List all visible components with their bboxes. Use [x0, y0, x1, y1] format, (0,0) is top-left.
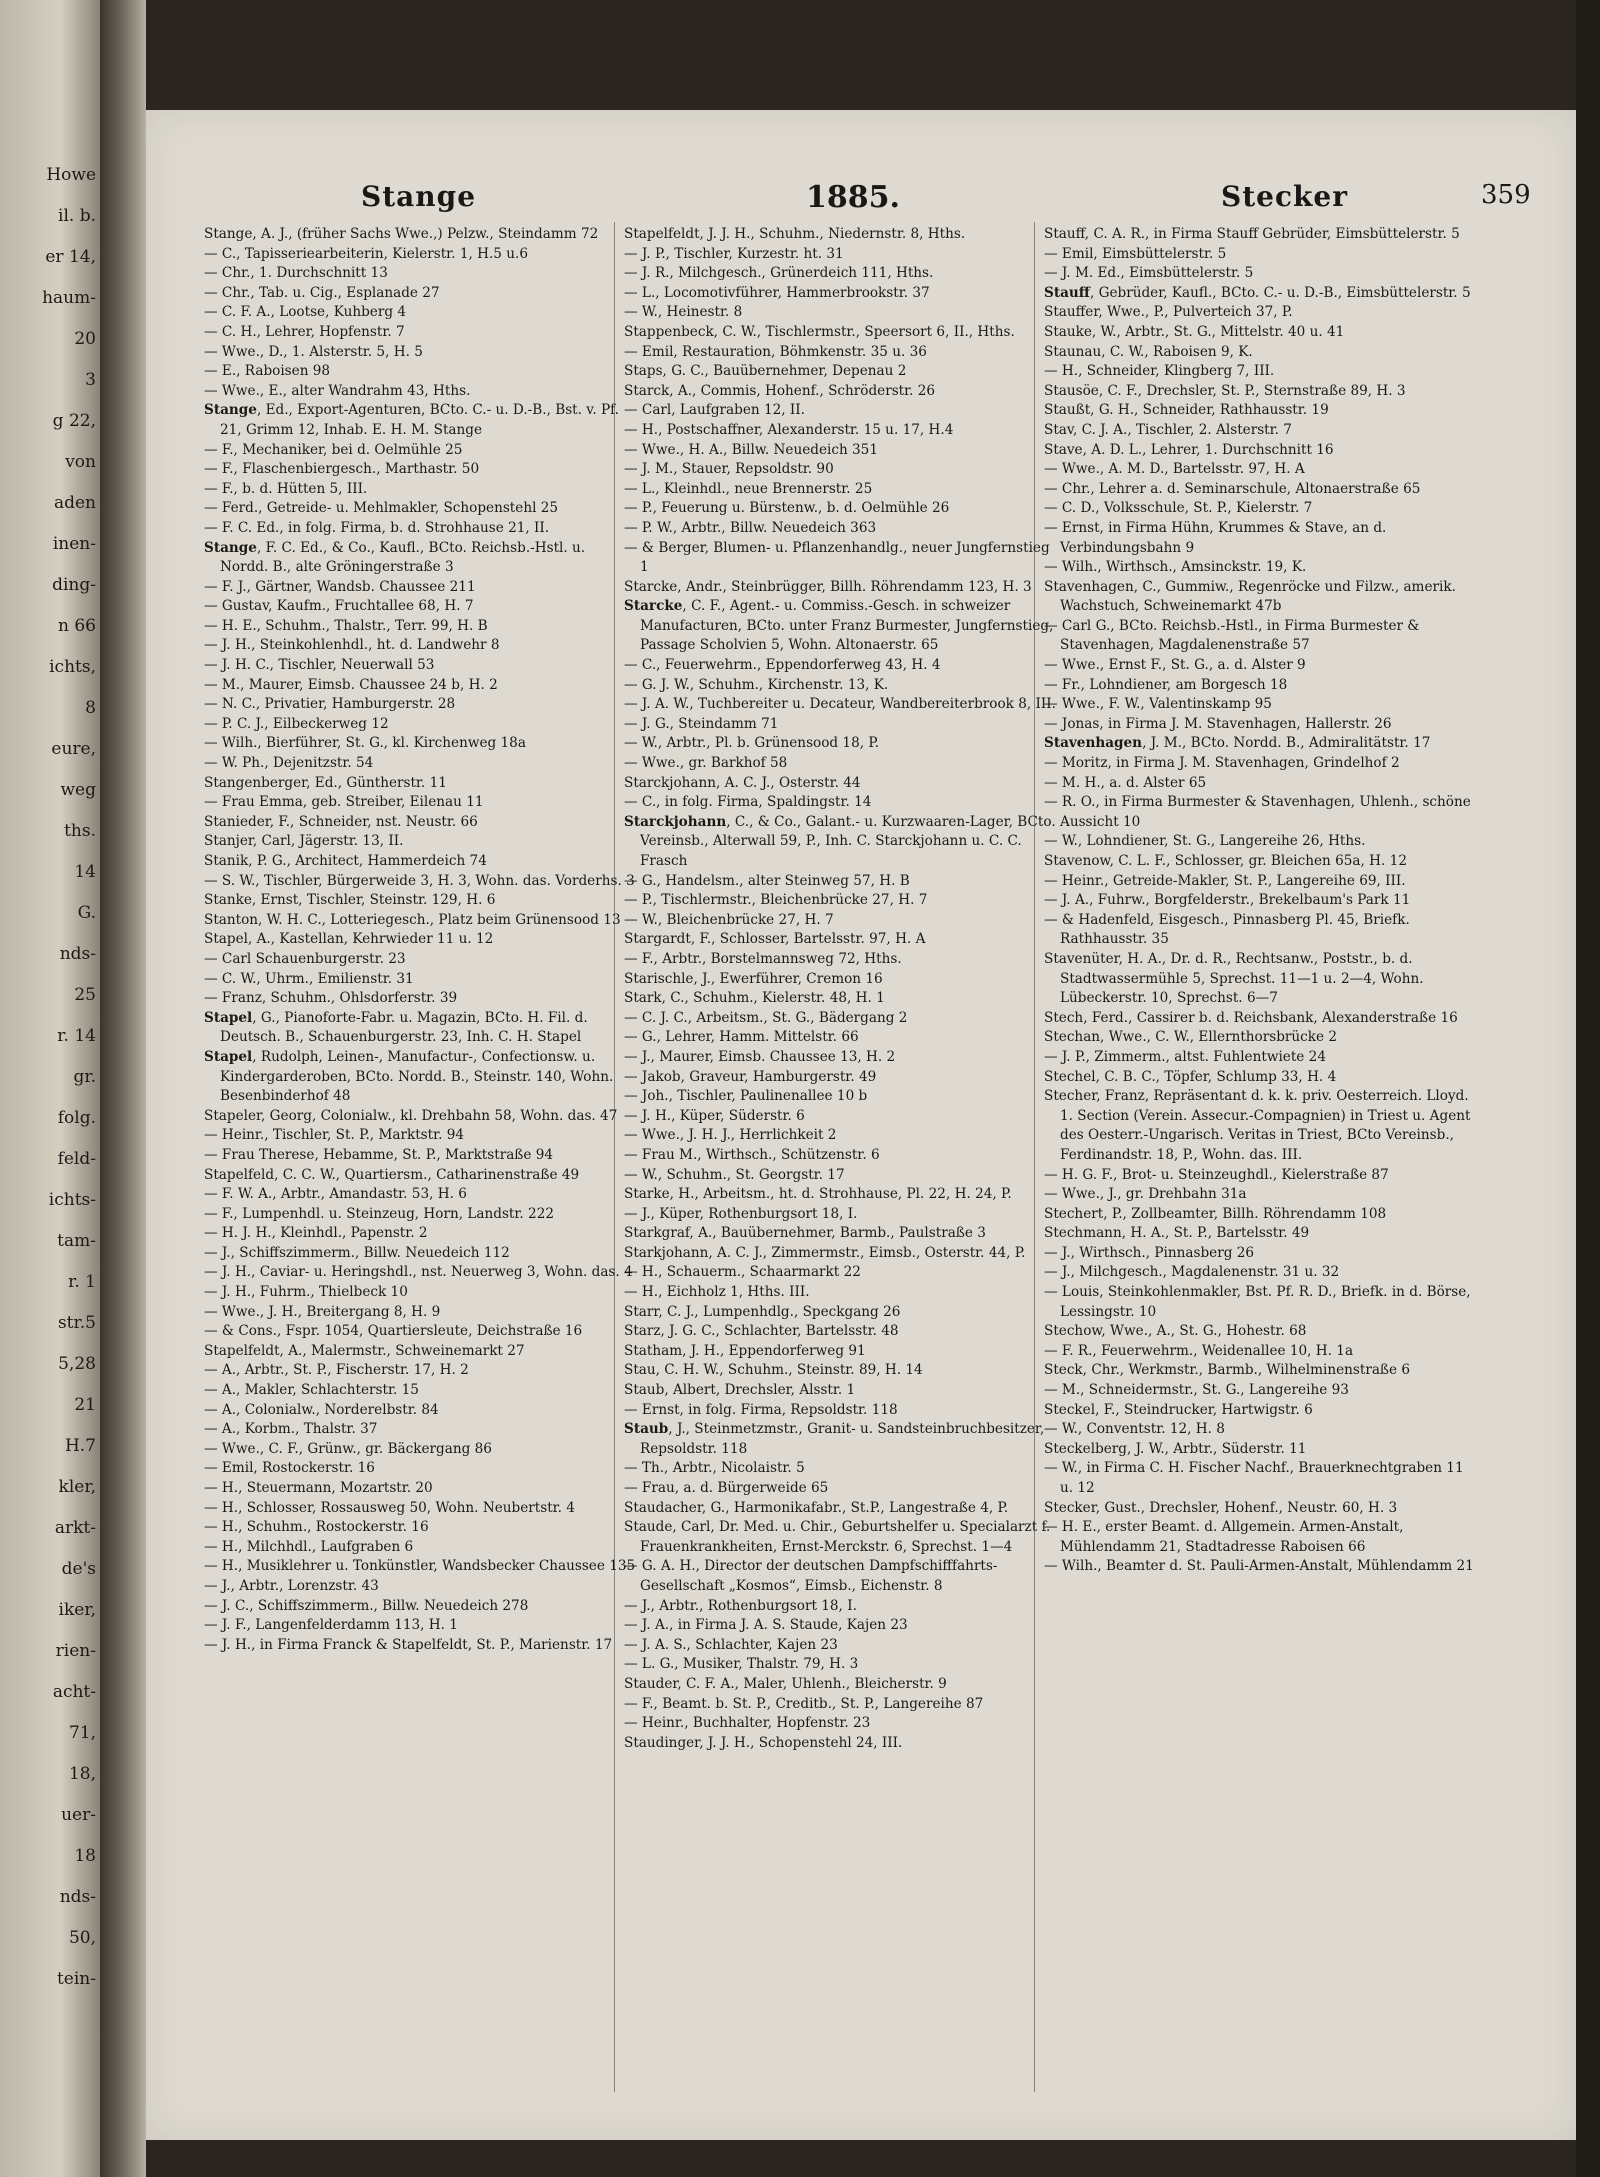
margin-fragment: acht- [52, 1682, 96, 1702]
directory-entry: — M., Schneidermstr., St. G., Langereihe 93 [1044, 1382, 1349, 1399]
margin-fragment: 71, [68, 1723, 96, 1743]
directory-entry: — & Cons., Fspr. 1054, Quartiersleute, Deichstraße 16 [204, 1323, 583, 1340]
margin-fragment: H.7 [64, 1436, 96, 1456]
directory-entry: — J., Arbtr., Rothenburgsort 18, I. [624, 1597, 857, 1614]
directory-entry: — P. W., Arbtr., Billw. Neuedeich 363 [624, 519, 877, 536]
directory-entry: — Ernst, in folg. Firma, Repsoldstr. 118 [624, 1401, 898, 1418]
directory-entry: — Wwe., A. M. D., Bartelsstr. 97, H. A [1044, 461, 1305, 478]
directory-entry: Steckelberg, J. W., Arbtr., Süderstr. 11 [1044, 1440, 1307, 1457]
directory-entry: — J. F., Langenfelderdamm 113, H. 1 [204, 1617, 458, 1634]
directory-entry: — J. A., Fuhrw., Borgfelderstr., Brekelbaum's Park 11 [1044, 892, 1411, 909]
directory-entry: Staudacher, G., Harmonikafabr., St.P., Langestraße 4, P. [624, 1499, 1009, 1516]
directory-entry: Stechmann, H. A., St. P., Bartelsstr. 49 [1044, 1225, 1310, 1242]
directory-entry: — Frau Therese, Hebamme, St. P., Marktstraße 94 [204, 1146, 554, 1163]
directory-entry: — J. H., Küper, Süderstr. 6 [624, 1107, 805, 1124]
directory-entry: Stecher, Franz, Repräsentant d. k. k. priv. Oesterreich. Lloyd. 1. Section (Verein. Assecur.-Compagnien) in Triest u. Agent des Oesterr.-Ungarisch. Veritas in Triest, BCto Vereinsb., Ferdinandstr. 18, P., Wohn. das. III. [1044, 1088, 1471, 1163]
directory-entry: — A., Colonialw., Norderelbstr. 84 [204, 1401, 439, 1418]
margin-fragment: 14 [74, 862, 96, 882]
directory-entry: — J., Milchgesch., Magdalenenstr. 31 u. 32 [1044, 1264, 1340, 1281]
directory-entry: — P., Feuerung u. Bürstenw., b. d. Oelmühle 26 [624, 500, 950, 517]
directory-entry: Starr, C. J., Lumpenhdlg., Speckgang 26 [624, 1303, 901, 1320]
directory-entry: — J. C., Schiffszimmerm., Billw. Neuedeich 278 [204, 1597, 529, 1614]
margin-fragment: G. [77, 903, 96, 923]
directory-entry: Stanik, P. G., Architect, Hammerdeich 74 [204, 853, 487, 869]
directory-entry: Stav, C. J. A., Tischler, 2. Alsterstr. 7 [1044, 421, 1292, 438]
directory-entry: — Jonas, in Firma J. M. Stavenhagen, Hallerstr. 26 [1044, 715, 1392, 732]
directory-entry: — H. E., erster Beamt. d. Allgemein. Armen-Anstalt, Mühlendamm 21, Stadtadresse Raboisen 66 [1044, 1519, 1404, 1555]
directory-entry: — F., Flaschenbiergesch., Marthastr. 50 [204, 461, 480, 478]
directory-entry: — F. R., Feuerwehrm., Weidenallee 10, H. 1a [1044, 1342, 1354, 1359]
directory-entry: — Louis, Steinkohlenmakler, Bst. Pf. R. D., Briefk. in d. Börse, Lessingstr. 10 [1044, 1284, 1471, 1320]
directory-entry: — Jakob, Graveur, Hamburgerstr. 49 [624, 1068, 877, 1085]
directory-entry: — Wwe., J. H. J., Herrlichkeit 2 [624, 1127, 837, 1144]
directory-entry: Stavenüter, H. A., Dr. d. R., Rechtsanw., Poststr., b. d. Stadtwassermühle 5, Sprechst. 11—1 u. 2—4, Wohn. Lübeckerstr. 10, Sprechst. 6—7 [1044, 950, 1424, 1007]
directory-entry: — Wwe., E., alter Wandrahm 43, Hths. [204, 382, 471, 399]
directory-entry: Starz, J. G. C., Schlachter, Bartelsstr. 48 [624, 1323, 899, 1340]
margin-fragment: 18, [68, 1764, 96, 1784]
directory-entry: Stappenbeck, C. W., Tischlermstr., Speersort 6, II., Hths. [624, 323, 1015, 340]
margin-fragment: folg. [57, 1108, 96, 1128]
directory-entry: — Wilh., Wirthsch., Amsinckstr. 19, K. [1044, 559, 1307, 576]
directory-entry: — J. H., Steinkohlenhdl., ht. d. Landwehr 8 [204, 637, 500, 654]
directory-entry: Stavenow, C. L. F., Schlosser, gr. Bleichen 65a, H. 12 [1044, 853, 1407, 869]
directory-entry: — Wwe., H. A., Billw. Neuedeich 351 [624, 441, 878, 458]
directory-entry: — C. W., Uhrm., Emilienstr. 31 [204, 970, 414, 987]
directory-entry: Staunau, C. W., Raboisen 9, K. [1044, 343, 1253, 360]
margin-fragment: tein- [56, 1969, 96, 1989]
directory-entry: Stech, Ferd., Cassirer b. d. Reichsbank, Alexanderstraße 16 [1044, 1009, 1458, 1026]
directory-entry: — J. H., in Firma Franck & Stapelfeldt, St. P., Marienstr. 17 [204, 1636, 613, 1653]
directory-entry: Statham, J. H., Eppendorferweg 91 [624, 1342, 866, 1359]
directory-entry: Starkjohann, A. C. J., Zimmermstr., Eimsb., Osterstr. 44, P. [624, 1244, 1026, 1261]
directory-entry: Stange, Ed., Export-Agenturen, BCto. C.- u. D.-B., Bst. v. Pf. 21, Grimm 12, Inhab. E. H. M. Stange [204, 402, 620, 438]
directory-entry: — P., Tischlermstr., Bleichenbrücke 27, H. 7 [624, 892, 928, 909]
directory-entry: — H., Schlosser, Rossausweg 50, Wohn. Neubertstr. 4 [204, 1499, 575, 1516]
directory-entry: — F. J., Gärtner, Wandsb. Chaussee 211 [204, 578, 476, 595]
directory-entry: — Th., Arbtr., Nicolaistr. 5 [624, 1460, 805, 1477]
directory-entry: Starke, H., Arbeitsm., ht. d. Strohhause, Pl. 22, H. 24, P. [624, 1186, 1012, 1203]
directory-entry: — N. C., Privatier, Hamburgerstr. 28 [204, 696, 456, 713]
margin-fragment: rien- [55, 1641, 96, 1661]
directory-entry: Stanieder, F., Schneider, nst. Neustr. 66 [204, 813, 478, 830]
margin-fragment: haum- [42, 288, 96, 308]
margin-fragment: str.5 [57, 1313, 96, 1333]
column-1 [204, 225, 636, 2115]
directory-entry: — C. F. A., Lootse, Kuhberg 4 [204, 304, 407, 321]
directory-entry: — A., Makler, Schlachterstr. 15 [204, 1382, 419, 1399]
directory-entry: — J., Schiffszimmerm., Billw. Neuedeich 112 [204, 1244, 510, 1261]
directory-entry: Stauffer, Wwe., P., Pulverteich 37, P. [1044, 304, 1293, 321]
directory-entry: Staußt, G. H., Schneider, Rathhausstr. 19 [1044, 402, 1329, 419]
directory-entry: — Wwe., J., gr. Drehbahn 31a [1044, 1186, 1247, 1203]
directory-entry: — J., Arbtr., Lorenzstr. 43 [204, 1577, 379, 1594]
directory-entry: — J., Wirthsch., Pinnasberg 26 [1044, 1244, 1255, 1261]
directory-entry: Starcke, Andr., Steinbrügger, Billh. Röhrendamm 123, H. 3 [624, 578, 1032, 595]
directory-entry: Stausöe, C. F., Drechsler, St. P., Sternstraße 89, H. 3 [1044, 382, 1406, 399]
directory-entry: Staub, J., Steinmetzmstr., Granit- u. Sandsteinbruchbesitzer, Repsoldstr. 118 [624, 1421, 1045, 1457]
margin-fragment: ths. [64, 821, 96, 841]
header-year: 1885. [806, 180, 900, 215]
directory-entry: — C. J. C., Arbeitsm., St. G., Bädergang 2 [624, 1009, 908, 1026]
directory-entry: Stave, A. D. L., Lehrer, 1. Durchschnitt 16 [1044, 441, 1334, 458]
margin-fragment: gr. [73, 1067, 96, 1087]
directory-entry: Stapel, G., Pianoforte-Fabr. u. Magazin, BCto. H. Fil. d. Deutsch. B., Schauenburgerstr. 23, Inh. C. H. Stapel [204, 1009, 588, 1046]
margin-fragment: ding- [52, 575, 96, 595]
directory-entry: — & Hadenfeld, Eisgesch., Pinnasberg Pl. 45, Briefk. Rathhausstr. 35 [1044, 911, 1410, 948]
directory-entry: — Heinr., Getreide-Makler, St. P., Langereihe 69, III. [1044, 872, 1406, 889]
directory-entry: — F., Lumpenhdl. u. Steinzeug, Horn, Landstr. 222 [204, 1205, 554, 1222]
margin-fragment: 25 [74, 985, 96, 1005]
directory-entry: — G., Handelsm., alter Steinweg 57, H. B [624, 872, 910, 889]
directory-entry: — C. D., Volksschule, St. P., Kielerstr. 7 [1044, 500, 1313, 517]
directory-entry: — L., Locomotivführer, Hammerbrookstr. 37 [624, 284, 930, 301]
directory-entry: — H., Postschaffner, Alexanderstr. 15 u. 17, H.4 [624, 421, 954, 438]
directory-entry: — C. H., Lehrer, Hopfenstr. 7 [204, 323, 405, 340]
directory-entry: Stanjer, Carl, Jägerstr. 13, II. [204, 833, 404, 850]
margin-fragment: eure, [51, 739, 96, 759]
column-2 [624, 225, 1056, 2115]
margin-fragment: il. b. [58, 206, 96, 226]
directory-page [146, 110, 1576, 2140]
directory-entry: — F., Arbtr., Borstelmannsweg 72, Hths. [624, 950, 902, 967]
directory-entry: Stapeler, Georg, Colonialw., kl. Drehbahn 58, Wohn. das. 47 [204, 1107, 618, 1124]
directory-entry: — Chr., Tab. u. Cig., Esplanade 27 [204, 284, 440, 301]
directory-entry: — G. J. W., Schuhm., Kirchenstr. 13, K. [624, 676, 889, 693]
directory-entry: — J. H., Caviar- u. Heringshdl., nst. Neuerweg 3, Wohn. das. 4 [204, 1264, 633, 1281]
directory-entry: Stapel, Rudolph, Leinen-, Manufactur-, Confectionsw. u. Kindergarderoben, BCto. Nordd. B., Steinstr. 140, Wohn. Besenbinderhof 48 [204, 1048, 614, 1105]
directory-entry: — Wwe., J. H., Breitergang 8, H. 9 [204, 1303, 441, 1320]
margin-fragment: nds- [59, 944, 96, 964]
directory-entry: — W., in Firma C. H. Fischer Nachf., Brauerknechtgraben 11 u. 12 [1044, 1460, 1464, 1496]
directory-entry: Stark, C., Schuhm., Kielerstr. 48, H. 1 [624, 990, 885, 1007]
directory-entry: — Wwe., Ernst F., St. G., a. d. Alster 9 [1044, 657, 1306, 674]
scan-edge [1576, 0, 1600, 2177]
directory-entry: — J., Küper, Rothenburgsort 18, I. [624, 1205, 858, 1222]
page-header [146, 180, 1576, 224]
directory-entry: Stecker, Gust., Drechsler, Hohenf., Neustr. 60, H. 3 [1044, 1499, 1398, 1516]
directory-entry: — C., Tapisseriearbeiterin, Kielerstr. 1, H.5 u.6 [204, 245, 528, 262]
directory-entry: — Heinr., Tischler, St. P., Marktstr. 94 [204, 1127, 465, 1144]
directory-entry: Stechert, P., Zollbeamter, Billh. Röhrendamm 108 [1044, 1205, 1387, 1222]
directory-entry: — Wwe., C. F., Grünw., gr. Bäckergang 86 [204, 1440, 492, 1457]
directory-entry: Stavenhagen, J. M., BCto. Nordd. B., Admiralitätstr. 17 [1044, 735, 1431, 752]
margin-fragment: tam- [57, 1231, 96, 1251]
margin-fragment: n 66 [58, 616, 96, 636]
directory-entry: — Gustav, Kaufm., Fruchtallee 68, H. 7 [204, 598, 474, 615]
directory-entry: Stauke, W., Arbtr., St. G., Mittelstr. 40 u. 41 [1044, 323, 1345, 340]
margin-fragment: weg [60, 780, 96, 800]
margin-fragment: 20 [74, 329, 96, 349]
directory-entry: Stanke, Ernst, Tischler, Steinstr. 129, H. 6 [204, 892, 496, 909]
directory-entry: Starckjohann, C., & Co., Galant.- u. Kurzwaaren-Lager, BCto. Vereinsb., Alterwall 59, P., Inh. C. Starckjohann u. C. C. Frasch [624, 813, 1056, 869]
directory-entry: — Emil, Restauration, Böhmkenstr. 35 u. 36 [624, 343, 927, 360]
directory-entry: — F. C. Ed., in folg. Firma, b. d. Strohhause 21, II. [204, 519, 550, 536]
directory-entry: — L., Kleinhdl., neue Brennerstr. 25 [624, 480, 873, 497]
directory-entry: — A., Korbm., Thalstr. 37 [204, 1421, 378, 1438]
margin-fragment: von [65, 452, 96, 472]
margin-fragment: Howe [46, 165, 96, 185]
directory-entry: — J. A. W., Tuchbereiter u. Decateur, Wandbereiterbrook 8, III. [624, 696, 1056, 713]
margin-fragment: 5,28 [58, 1354, 96, 1374]
directory-entry: — H., Milchhdl., Laufgraben 6 [204, 1538, 414, 1555]
directory-entry: Stavenhagen, C., Gummiw., Regenröcke und Filzw., amerik. Wachstuch, Schweinemarkt 47b [1044, 578, 1456, 615]
book-gutter [100, 0, 146, 2177]
margin-fragment: 21 [74, 1395, 96, 1415]
margin-fragment: g 22, [52, 411, 96, 431]
margin-fragment: kler, [58, 1477, 96, 1497]
directory-entry: — Joh., Tischler, Paulinenallee 10 b [624, 1088, 868, 1105]
directory-entry: — Wilh., Beamter d. St. Pauli-Armen-Anstalt, Mühlendamm 21 [1044, 1558, 1474, 1575]
directory-entry: — Moritz, in Firma J. M. Stavenhagen, Grindelhof 2 [1044, 755, 1400, 772]
directory-entry: — Frau Emma, geb. Streiber, Eilenau 11 [204, 794, 484, 811]
directory-entry: — W. Ph., Dejenitzstr. 54 [204, 755, 374, 772]
directory-entry: — Wwe., D., 1. Alsterstr. 5, H. 5 [204, 343, 423, 360]
margin-fragment: 18 [74, 1846, 96, 1866]
directory-entry: Staub, Albert, Drechsler, Alsstr. 1 [624, 1382, 856, 1399]
directory-entry: — J. H. C., Tischler, Neuerwall 53 [204, 657, 435, 674]
directory-entry: — W., Conventstr. 12, H. 8 [1044, 1421, 1225, 1438]
directory-entry: — Frau M., Wirthsch., Schützenstr. 6 [624, 1146, 880, 1163]
directory-entry: — C., in folg. Firma, Spaldingstr. 14 [624, 794, 872, 811]
directory-entry: — J. P., Tischler, Kurzestr. ht. 31 [624, 245, 844, 262]
margin-fragment: aden [53, 493, 96, 513]
directory-entry: Stange, F. C. Ed., & Co., Kaufl., BCto. Reichsb.-Hstl. u. Nordd. B., alte Gröningerstraße 3 [204, 539, 586, 576]
directory-entry: Starkgraf, A., Bauübernehmer, Barmb., Paulstraße 3 [624, 1225, 986, 1242]
directory-entry: Starckjohann, A. C. J., Osterstr. 44 [624, 774, 861, 791]
column-3 [1044, 225, 1476, 2115]
directory-entry: Steck, Chr., Werkmstr., Barmb., Wilhelminenstraße 6 [1044, 1362, 1411, 1379]
directory-entry: Stapelfeldt, J. J. H., Schuhm., Niedernstr. 8, Hths. [624, 226, 966, 242]
directory-entry: — M. H., a. d. Alster 65 [1044, 774, 1207, 791]
directory-entry: Stauff, C. A. R., in Firma Stauff Gebrüder, Eimsbüttelerstr. 5 [1044, 226, 1460, 242]
directory-entry: Staude, Carl, Dr. Med. u. Chir., Geburtshelfer u. Specialarzt f. Frauenkrankheiten, Ernst-Merckstr. 6, Sprechst. 1—4 [624, 1519, 1051, 1555]
directory-entry: — & Berger, Blumen- u. Pflanzenhandlg., neuer Jungfernstieg 1 [624, 539, 1050, 576]
directory-entry: — Wilh., Bierführer, St. G., kl. Kirchenweg 18a [204, 735, 526, 752]
directory-entry: — J. G., Steindamm 71 [624, 715, 779, 732]
directory-entry: — H., Eichholz 1, Hths. III. [624, 1284, 810, 1301]
directory-entry: Staps, G. C., Bauübernehmer, Depenau 2 [624, 363, 907, 380]
directory-entry: — J. P., Zimmerm., altst. Fuhlentwiete 24 [1044, 1048, 1326, 1065]
directory-entry: — H., Musiklehrer u. Tonkünstler, Wandsbecker Chaussee 135 [204, 1558, 636, 1575]
directory-entry: — H. G. F., Brot- u. Steinzeughdl., Kielerstraße 87 [1044, 1166, 1389, 1183]
directory-entry: Stangenberger, Ed., Güntherstr. 11 [204, 774, 447, 791]
directory-entry: Stau, C. H. W., Schuhm., Steinstr. 89, H. 14 [624, 1362, 923, 1379]
margin-fragment: er 14, [45, 247, 96, 267]
margin-fragment: feld- [57, 1149, 96, 1169]
directory-entry: — Heinr., Buchhalter, Hopfenstr. 23 [624, 1715, 871, 1732]
margin-fragment: 8 [85, 698, 96, 718]
directory-entry: — H., Steuermann, Mozartstr. 20 [204, 1480, 433, 1496]
directory-entry: Starischle, J., Ewerführer, Cremon 16 [624, 970, 883, 987]
directory-entry: — Wwe., F. W., Valentinskamp 95 [1044, 696, 1272, 713]
margin-fragment: de's [61, 1559, 96, 1579]
directory-entry: Stapelfeldt, A., Malermstr., Schweinemarkt 27 [204, 1342, 525, 1359]
directory-entry: — E., Raboisen 98 [204, 363, 331, 380]
directory-entry: — W., Arbtr., Pl. b. Grünensood 18, P. [624, 735, 880, 752]
adjacent-page-fragment [0, 0, 100, 2177]
margin-fragment: 3 [85, 370, 96, 390]
directory-entry: Staudinger, J. J. H., Schopenstehl 24, III. [624, 1734, 903, 1751]
directory-entry: — F. W. A., Arbtr., Amandastr. 53, H. 6 [204, 1186, 467, 1203]
directory-entry: — Emil, Rostockerstr. 16 [204, 1460, 375, 1477]
directory-entry: — P. C. J., Eilbeckerweg 12 [204, 715, 389, 732]
directory-entry: — H., Schuhm., Rostockerstr. 16 [204, 1519, 429, 1536]
directory-entry: Stange, A. J., (früher Sachs Wwe.,) Pelzw., Steindamm 72 [204, 226, 599, 242]
directory-entry: — Ferd., Getreide- u. Mehlmakler, Schopenstehl 25 [204, 500, 559, 517]
directory-entry: — W., Schuhm., St. Georgstr. 17 [624, 1166, 845, 1183]
margin-fragment: arkt- [54, 1518, 96, 1538]
directory-entry: — Franz, Schuhm., Ohlsdorferstr. 39 [204, 990, 458, 1007]
directory-entry: — W., Heinestr. 8 [624, 304, 743, 321]
directory-entry: — S. W., Tischler, Bürgerweide 3, H. 3, Wohn. das. Vorderhs. 3 [204, 872, 635, 889]
directory-entry: — M., Maurer, Eimsb. Chaussee 24 b, H. 2 [204, 676, 498, 693]
margin-fragment: 50, [68, 1928, 96, 1948]
directory-entry: Stapelfeld, C. C. W., Quartiersm., Catharinenstraße 49 [204, 1166, 580, 1183]
directory-entry: — Ernst, in Firma Hühn, Krummes & Stave, an d. Verbindungsbahn 9 [1044, 519, 1387, 556]
margin-fragment: nds- [59, 1887, 96, 1907]
directory-entry: — Chr., 1. Durchschnitt 13 [204, 265, 388, 282]
directory-entry: Stargardt, F., Schlosser, Bartelsstr. 97, H. A [624, 931, 926, 948]
directory-entry: — L. G., Musiker, Thalstr. 79, H. 3 [624, 1656, 859, 1673]
directory-entry: — F., Mechaniker, bei d. Oelmühle 25 [204, 441, 463, 458]
directory-entry: Stechow, Wwe., A., St. G., Hohestr. 68 [1044, 1323, 1307, 1340]
directory-entry: — J. H., Fuhrm., Thielbeck 10 [204, 1284, 408, 1301]
header-left-keyword: Stange [361, 180, 477, 213]
margin-fragment: iker, [58, 1600, 96, 1620]
directory-entry: — H. E., Schuhm., Thalstr., Terr. 99, H. B [204, 617, 488, 634]
directory-entry: — H., Schauerm., Schaarmarkt 22 [624, 1264, 861, 1281]
directory-entry: — C., Feuerwehrm., Eppendorferweg 43, H. 4 [624, 657, 941, 674]
margin-fragment: r. 1 [68, 1272, 96, 1292]
directory-entry: Stechel, C. B. C., Töpfer, Schlump 33, H. 4 [1044, 1068, 1337, 1085]
directory-entry: Stanton, W. H. C., Lotteriegesch., Platz beim Grünensood 13 [204, 911, 621, 928]
directory-entry: Stauder, C. F. A., Maler, Uhlenh., Bleicherstr. 9 [624, 1675, 947, 1692]
directory-entry: — F., Beamt. b. St. P., Creditb., St. P., Langereihe 87 [624, 1695, 984, 1712]
directory-entry: — Frau, a. d. Bürgerweide 65 [624, 1480, 829, 1496]
page-number: 359 [1481, 180, 1531, 210]
directory-entry: — W., Lohndiener, St. G., Langereihe 26, Hths. [1044, 833, 1366, 850]
margin-fragment: r. 14 [57, 1026, 96, 1046]
directory-entry: — J. M. Ed., Eimsbüttelerstr. 5 [1044, 265, 1254, 282]
directory-entry: — Chr., Lehrer a. d. Seminarschule, Altonaerstraße 65 [1044, 480, 1421, 497]
margin-fragment: ichts, [49, 657, 96, 677]
directory-entry: — J. M., Stauer, Repsoldstr. 90 [624, 461, 834, 478]
directory-entry: — A., Arbtr., St. P., Fischerstr. 17, H. 2 [204, 1362, 469, 1379]
directory-entry: Stapel, A., Kastellan, Kehrwieder 11 u. 12 [204, 931, 494, 948]
directory-entry: Stechan, Wwe., C. W., Ellernthorsbrücke 2 [1044, 1029, 1338, 1046]
directory-entry: — Carl Schauenburgerstr. 23 [204, 950, 406, 967]
directory-entry: Starcke, C. F., Agent.- u. Commiss.-Gesch. in schweizer Manufacturen, BCto. unter Franz Burmester, Jungfernstieg, Passage Scholvien 5, Wohn. Altonaerstr. 65 [624, 598, 1054, 654]
directory-entry: — G. A. H., Director der deutschen Dampfschifffahrts-Gesellschaft „Kosmos“, Eimsb., Eichenstr. 8 [624, 1558, 998, 1594]
directory-entry: — Carl, Laufgraben 12, II. [624, 402, 805, 419]
directory-entry: Steckel, F., Steindrucker, Hartwigstr. 6 [1044, 1401, 1313, 1418]
directory-entry: — Emil, Eimsbüttelerstr. 5 [1044, 245, 1227, 262]
header-right-keyword: Stecker [1221, 180, 1348, 213]
directory-entry: — F., b. d. Hütten 5, III. [204, 480, 368, 497]
directory-entry: — G., Lehrer, Hamm. Mittelstr. 66 [624, 1029, 859, 1046]
directory-entry: — R. O., in Firma Burmester & Stavenhagen, Uhlenh., schöne Aussicht 10 [1044, 794, 1471, 830]
directory-entry: — Wwe., gr. Barkhof 58 [624, 755, 788, 772]
directory-entry: — W., Bleichenbrücke 27, H. 7 [624, 911, 834, 928]
directory-entry: — J. A. S., Schlachter, Kajen 23 [624, 1636, 838, 1653]
directory-entry: — H. J. H., Kleinhdl., Papenstr. 2 [204, 1225, 428, 1242]
directory-entry: Starck, A., Commis, Hohenf., Schröderstr. 26 [624, 382, 936, 399]
margin-fragment: inen- [52, 534, 96, 554]
directory-entry: — J., Maurer, Eimsb. Chaussee 13, H. 2 [624, 1048, 896, 1065]
directory-entry: — H., Schneider, Klingberg 7, III. [1044, 363, 1275, 380]
directory-entry: Stauff, Gebrüder, Kaufl., BCto. C.- u. D.-B., Eimsbüttelerstr. 5 [1044, 284, 1471, 301]
directory-entry: — Fr., Lohndiener, am Borgesch 18 [1044, 676, 1288, 693]
margin-fragment: uer- [61, 1805, 96, 1825]
directory-entry: — J. R., Milchgesch., Grünerdeich 111, Hths. [624, 265, 934, 282]
directory-entry: — Carl G., BCto. Reichsb.-Hstl., in Firma Burmester & Stavenhagen, Magdalenenstraße 57 [1044, 617, 1420, 654]
margin-fragment: ichts- [48, 1190, 96, 1210]
directory-entry: — J. A., in Firma J. A. S. Staude, Kajen 23 [624, 1617, 908, 1634]
